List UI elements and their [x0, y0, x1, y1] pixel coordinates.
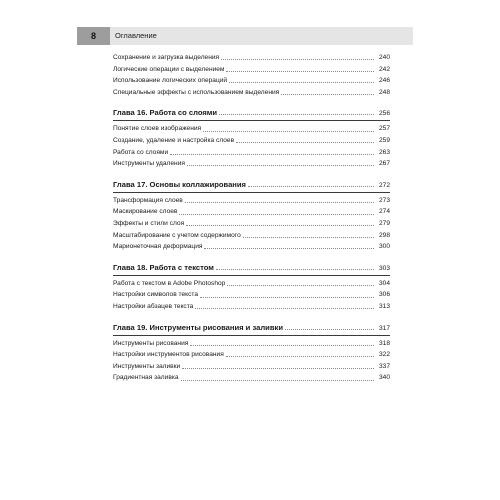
toc-entry-page: 318 [378, 339, 390, 347]
toc-entry[interactable] [113, 241, 390, 253]
toc-entry-page: 257 [378, 125, 390, 133]
toc-entry[interactable] [113, 278, 390, 290]
toc-entry[interactable] [113, 147, 390, 159]
toc-entry-title: Эффекты и стили слоя [113, 219, 185, 227]
chapter-title: Глава 19. Инструменты рисования и заливки [113, 322, 283, 332]
toc-entry-page: 242 [378, 65, 390, 73]
toc-entry[interactable] [113, 195, 390, 207]
leader-dots [226, 71, 374, 72]
leader-dots [182, 368, 374, 369]
chapter-section [113, 321, 390, 384]
toc-entry-title: Трансформация слоев [113, 196, 183, 204]
chapter-page: 256 [378, 110, 390, 118]
chapter-section [113, 106, 390, 169]
toc-entry-title: Настройки символов текста [113, 291, 199, 299]
chapter-rule [113, 335, 390, 336]
leader-dots [203, 131, 374, 132]
chapter-title: Глава 18. Работа с текстом [113, 262, 214, 272]
toc-entry[interactable] [113, 372, 390, 384]
toc-entry[interactable] [113, 123, 390, 135]
chapter-heading[interactable] [113, 321, 390, 334]
toc-entry[interactable] [113, 52, 390, 64]
toc-entry-title: Создание, удаление и настройка слоев [113, 136, 235, 144]
toc-entry-title: Инструменты удаления [113, 160, 185, 168]
chapter-title: Глава 16. Работа со слоями [113, 108, 218, 118]
chapter-page: 303 [378, 264, 390, 272]
chapter-rule [113, 192, 390, 193]
chapter-section [113, 261, 390, 313]
table-of-contents [113, 52, 390, 384]
toc-entry-title: Сохранение и загрузка выделения [113, 54, 220, 61]
chapter-rule [113, 275, 390, 276]
toc-entry-page: 259 [378, 136, 390, 144]
toc-entry[interactable] [113, 64, 390, 76]
toc-entry-page: 248 [378, 88, 390, 96]
leader-dots [195, 308, 374, 309]
toc-entry-title: Масштабирование с учетом содержимого [113, 231, 241, 239]
chapter-heading[interactable] [113, 178, 390, 191]
toc-entry-title: Инструменты рисования [113, 339, 189, 347]
chapter-page: 272 [378, 181, 390, 189]
toc-entry-title: Логические операции с выделением [113, 65, 225, 73]
toc-entry-page: 306 [378, 291, 390, 299]
toc-entry-title: Настройки инструментов рисования [113, 351, 224, 359]
toc-entry-title: Градиентная заливка [113, 374, 179, 382]
leader-dots [190, 345, 374, 346]
toc-entry-page: 337 [378, 362, 390, 370]
toc-entry-title: Использование логических операций [113, 77, 228, 85]
toc-entry-page: 340 [378, 374, 390, 382]
toc-entry-page: 274 [378, 208, 390, 216]
toc-entry[interactable] [113, 361, 390, 373]
chapter-section [113, 178, 390, 253]
toc-entry-page: 240 [378, 54, 390, 61]
leader-dots [204, 248, 374, 249]
toc-entry-page: 267 [378, 160, 390, 168]
leader-dots [281, 94, 374, 95]
leader-dots [186, 225, 374, 226]
toc-entry-title: Специальные эффекты с использованием выделения [113, 88, 280, 96]
toc-entry[interactable] [113, 349, 390, 361]
leader-dots [243, 237, 374, 238]
section-title: Оглавление [115, 31, 157, 40]
leader-dots [229, 82, 374, 83]
chapter-heading[interactable] [113, 261, 390, 274]
leader-dots [181, 380, 374, 381]
leader-dots [185, 202, 374, 203]
toc-entry-page: 263 [378, 148, 390, 156]
toc-entry-title: Понятие слоев изображения [113, 125, 202, 133]
toc-entry[interactable] [113, 301, 390, 313]
toc-entry[interactable] [113, 206, 390, 218]
toc-entry[interactable] [113, 75, 390, 87]
leader-dots [170, 154, 374, 155]
toc-entry-title: Настройки абзацев текста [113, 302, 194, 310]
leader-dots [226, 356, 374, 357]
chapter-page: 317 [378, 324, 390, 332]
toc-entry-page: 322 [378, 351, 390, 359]
toc-entry[interactable] [113, 135, 390, 147]
toc-entry-page: 304 [378, 279, 390, 287]
leader-dots [179, 214, 374, 215]
toc-entry[interactable] [113, 218, 390, 230]
chapter-heading[interactable] [113, 106, 390, 119]
toc-entry-page: 313 [378, 302, 390, 310]
toc-entry-title: Маскирование слоев [113, 208, 178, 216]
toc-entry-title: Работа с текстом в Adobe Photoshop [113, 279, 226, 287]
chapter-title: Глава 17. Основы коллажирования [113, 179, 246, 189]
leader-dots [221, 59, 374, 60]
leader-dots [219, 114, 374, 115]
toc-entry-page: 273 [378, 196, 390, 204]
leader-dots [227, 285, 374, 286]
leader-dots [285, 329, 374, 330]
toc-entry-page: 246 [378, 77, 390, 85]
toc-entry-title: Инструменты заливки [113, 362, 181, 370]
page-header [77, 27, 413, 45]
toc-entry[interactable] [113, 230, 390, 242]
leader-dots [248, 186, 374, 187]
toc-entry-title: Марионеточная деформация [113, 243, 203, 251]
toc-entry-title: Работа со слоями [113, 148, 169, 156]
leader-dots [216, 269, 374, 270]
toc-entry[interactable] [113, 338, 390, 350]
toc-entry[interactable] [113, 289, 390, 301]
leader-dots [200, 297, 374, 298]
toc-entry-page: 279 [378, 219, 390, 227]
toc-entry-page: 298 [378, 231, 390, 239]
toc-entry[interactable] [113, 87, 390, 99]
page-number: 8 [77, 27, 110, 45]
toc-entry[interactable] [113, 158, 390, 170]
chapter-rule [113, 120, 390, 121]
leader-dots [236, 142, 374, 143]
leader-dots [187, 165, 374, 166]
toc-entry-page: 300 [378, 243, 390, 251]
